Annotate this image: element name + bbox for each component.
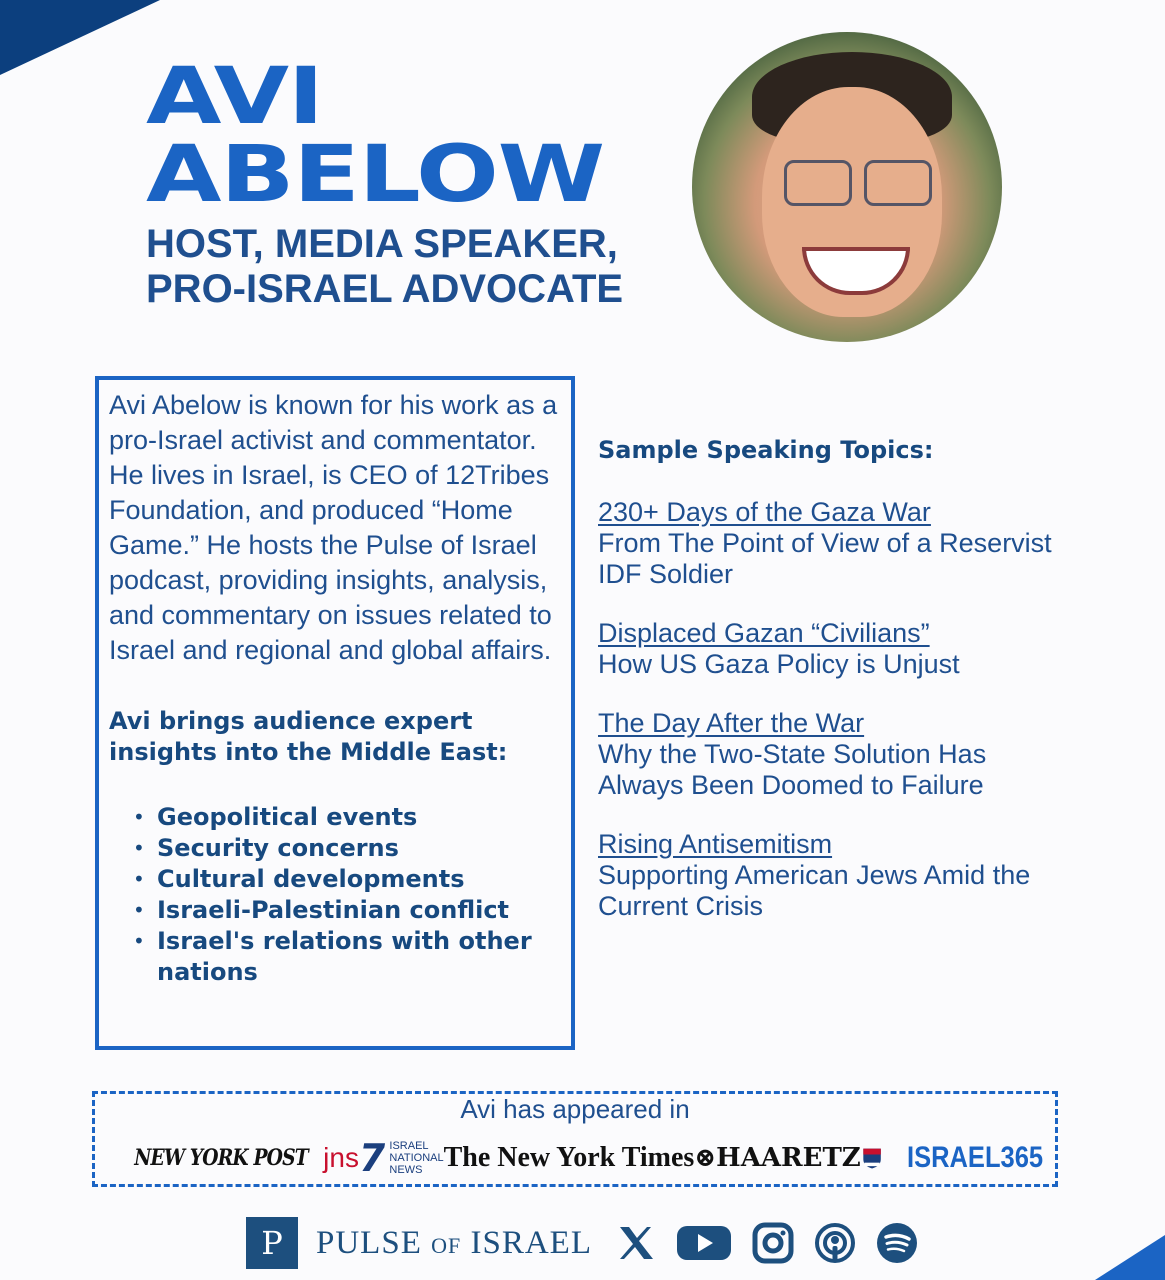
topic-subtitle: Why the Two-State Solution Has Always Been Doomed to Failure bbox=[598, 739, 987, 800]
expertise-list bbox=[109, 802, 571, 988]
speaking-topics bbox=[598, 433, 1058, 922]
speaker-tagline: HOST, MEDIA SPEAKER, PRO-ISRAEL ADVOCATE bbox=[146, 222, 624, 311]
instagram-icon[interactable] bbox=[752, 1222, 794, 1264]
media-logos bbox=[119, 1138, 1043, 1178]
speaker-photo bbox=[692, 32, 1002, 342]
topic-item bbox=[598, 497, 1058, 590]
bio-text: Avi Abelow is known for his work as a pro-Israel activist and commentator. He lives in Israel, is CEO of 12Tribes Foundation, and produced “Home Game.” He hosts the Pulse of Israel podcast, providing insights, analysis, and commentary on issues related to Israel and regional and global affairs. bbox=[109, 390, 558, 665]
topic-subtitle: From The Point of View of a Reservist IDF Soldier bbox=[598, 528, 1052, 589]
podcasts-icon[interactable] bbox=[814, 1222, 856, 1264]
corner-decoration-bottom-right bbox=[1095, 1235, 1165, 1280]
speaker-name: AVI ABELOW bbox=[146, 52, 604, 220]
brand-name: PULSE OF ISRAEL bbox=[316, 1224, 592, 1261]
list-item: • Israel's relations with other nations bbox=[157, 926, 571, 988]
corner-decoration-top-left-dark bbox=[0, 0, 160, 75]
topic-title[interactable]: Rising Antisemitism bbox=[598, 829, 833, 859]
jns-logo: jns bbox=[323, 1142, 359, 1173]
youtube-icon[interactable] bbox=[676, 1223, 732, 1263]
topic-title[interactable]: Displaced Gazan “Civilians” bbox=[598, 618, 930, 648]
footer bbox=[246, 1217, 918, 1269]
israel365-logo: ISRAEL365 bbox=[906, 1141, 1043, 1174]
israel-national-news-logo: 7 ISRAEL NATIONAL NEWS bbox=[355, 1136, 444, 1180]
list-item: • Security concerns bbox=[157, 833, 571, 864]
new-york-post-logo: NEW YORK POST bbox=[134, 1145, 308, 1171]
topic-item bbox=[598, 708, 1058, 801]
list-item: • Cultural developments bbox=[157, 864, 571, 895]
topic-title[interactable]: 230+ Days of the Gaza War bbox=[598, 497, 931, 527]
list-item: • Geopolitical events bbox=[157, 802, 571, 833]
new-york-times-logo: The New York Times bbox=[443, 1142, 695, 1173]
spotify-icon[interactable] bbox=[876, 1222, 918, 1264]
x-icon[interactable] bbox=[616, 1223, 656, 1263]
haaretz-logo: ⊗HAARETZ bbox=[694, 1143, 861, 1173]
appeared-in-label: Avi has appeared in bbox=[460, 1094, 690, 1124]
appeared-in-box bbox=[92, 1091, 1058, 1187]
topics-heading: Sample Speaking Topics: bbox=[598, 436, 934, 464]
topic-item bbox=[598, 618, 1058, 680]
social-icons bbox=[616, 1222, 918, 1264]
warroom-logo bbox=[861, 1138, 883, 1178]
topic-title[interactable]: The Day After the War bbox=[598, 708, 865, 738]
expertise-intro: Avi brings audience expert insights into the Middle East: bbox=[109, 707, 508, 766]
bio-box bbox=[95, 376, 575, 1050]
topic-subtitle: Supporting American Jews Amid the Current Crisis bbox=[598, 860, 1031, 921]
topic-subtitle: How US Gaza Policy is Unjust bbox=[598, 649, 960, 679]
list-item: • Israeli-Palestinian conflict bbox=[157, 895, 571, 926]
pulse-of-israel-logo: P bbox=[246, 1217, 298, 1269]
topic-item bbox=[598, 829, 1058, 922]
